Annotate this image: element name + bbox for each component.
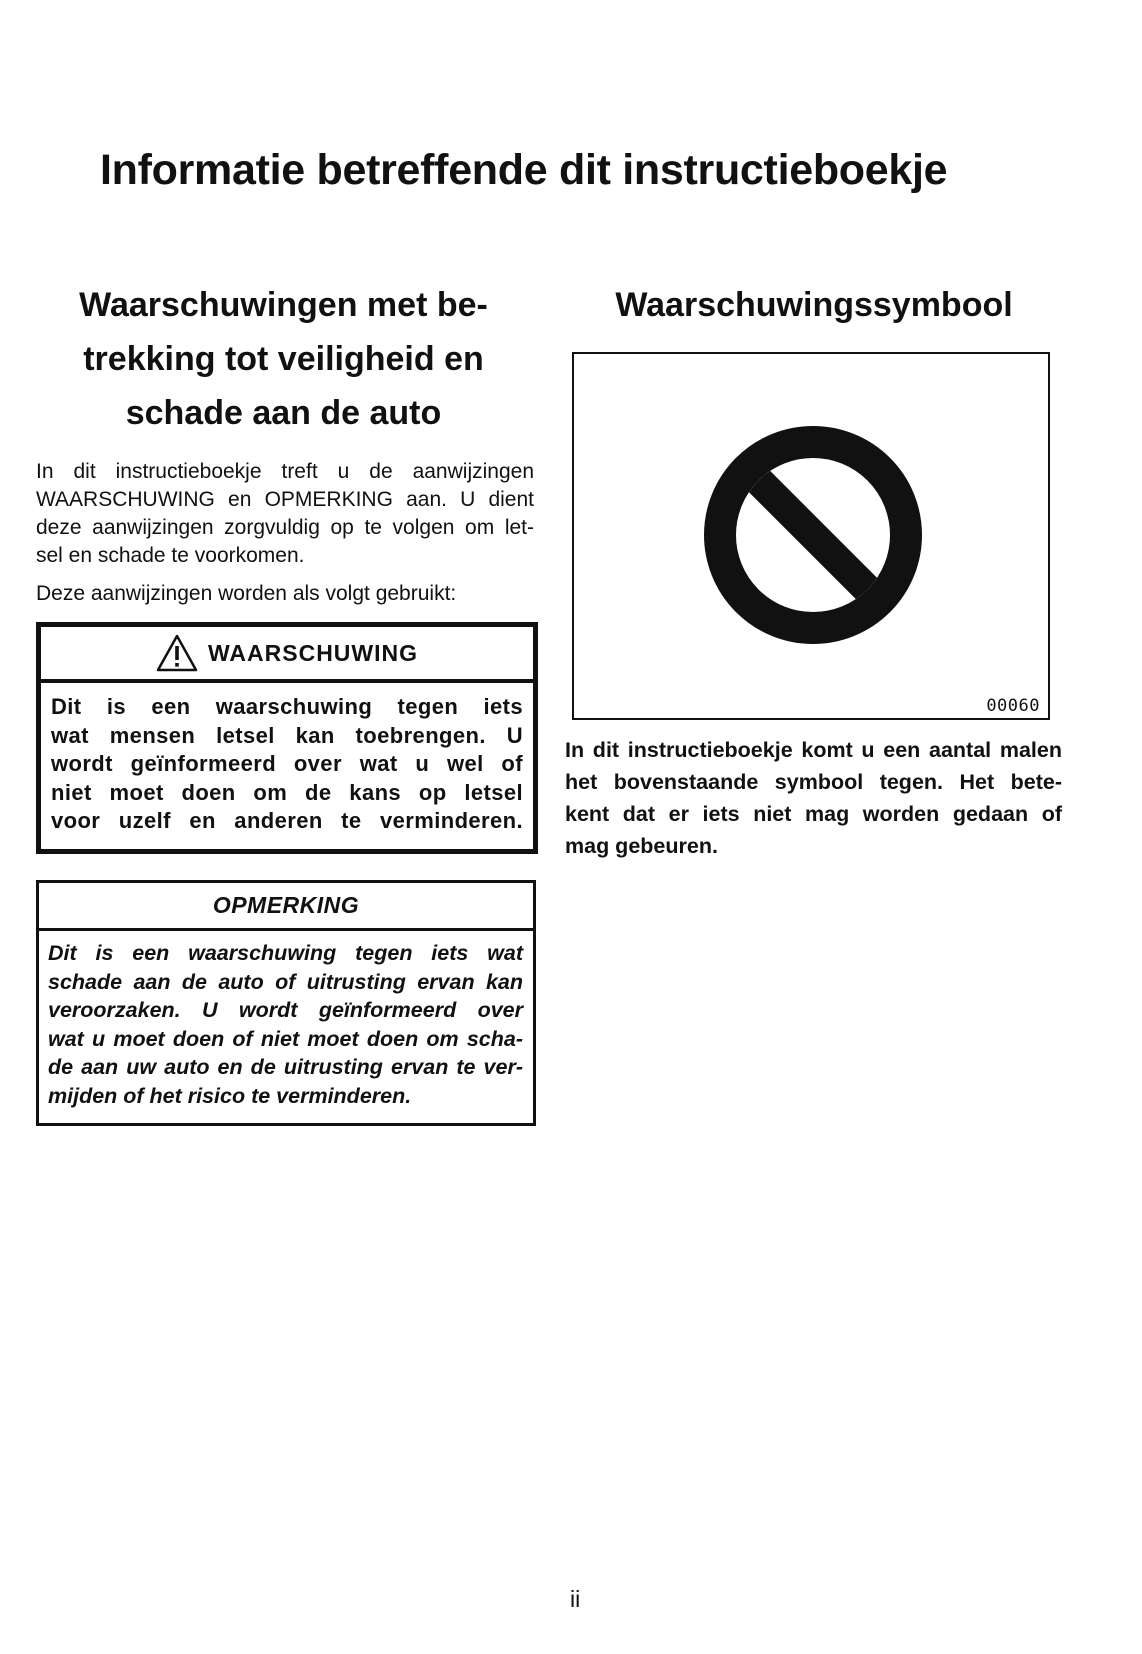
symbol-description-line: het bovenstaande symbool tegen. Het bete- [565,770,1062,794]
intro-paragraph [36,458,534,570]
prohibition-sign-icon [704,426,922,644]
notice-box-line: Dit is een waarschuwing tegen iets wat [48,941,523,965]
warning-triangle-icon [156,634,198,672]
warning-symbol-heading: Waarschuwingssymbool [615,286,1013,324]
notice-box-line: de aan uw auto en de uitrusting ervan te ver- [48,1055,523,1079]
notice-box-title: OPMERKING [212,892,360,918]
warning-box-line: Dit is een waarschuwing tegen iets [51,694,523,719]
warning-box-line: niet moet doen om de kans op letsel [51,779,523,805]
symbol-description-line: mag gebeuren. [565,834,718,858]
page-title: Informatie betreffende dit instructieboekje [100,146,948,194]
warning-symbol-figure [572,352,1050,720]
notice-box-line: veroorzaken. U wordt geïnformeerd over [48,998,523,1022]
warning-box-title: WAARSCHUWING [207,639,419,666]
notice-box-header [39,883,533,931]
page-number: ii [570,1586,581,1612]
notice-box-line: schade aan de auto of uitrusting ervan kan [48,969,523,994]
notice-box-body [39,931,533,1110]
warning-box [36,622,538,854]
safety-warnings-heading-line: trekking tot veiligheid en [83,340,484,378]
image-code: 00060 [986,696,1040,716]
intro-line: WAARSCHUWING en OPMERKING aan. U dient [36,488,534,511]
usage-paragraph: Deze aanwijzingen worden als volgt gebruikt: [36,582,457,605]
warning-box-body [41,683,533,836]
safety-warnings-heading-line: schade aan de auto [125,394,442,432]
intro-line: In dit instructieboekje treft u de aanwijzingen [36,460,534,483]
safety-warnings-heading-line: Waarschuwingen met be- [79,286,488,324]
warning-box-header [41,627,533,683]
notice-box-line: mijden of het risico te verminderen. [48,1083,412,1108]
notice-box [36,880,536,1126]
warning-box-line: wordt geïnformeerd over wat u wel of [51,751,523,776]
notice-box-line: wat u moet doen of niet moet doen om scha- [48,1026,523,1051]
safety-warnings-heading [36,278,531,440]
warning-box-line: wat mensen letsel kan toebrengen. U [51,722,523,748]
warning-box-line: voor uzelf en anderen te verminderen. [51,808,523,833]
intro-line: deze aanwijzingen zorgvuldig op te volgen om let- [36,516,534,539]
symbol-description-line: In dit instructieboekje komt u een aantal malen [565,738,1062,762]
symbol-description-line: kent dat er iets niet mag worden gedaan of [565,802,1062,826]
intro-line: sel en schade te voorkomen. [36,544,305,567]
warning-symbol-description [565,734,1062,862]
